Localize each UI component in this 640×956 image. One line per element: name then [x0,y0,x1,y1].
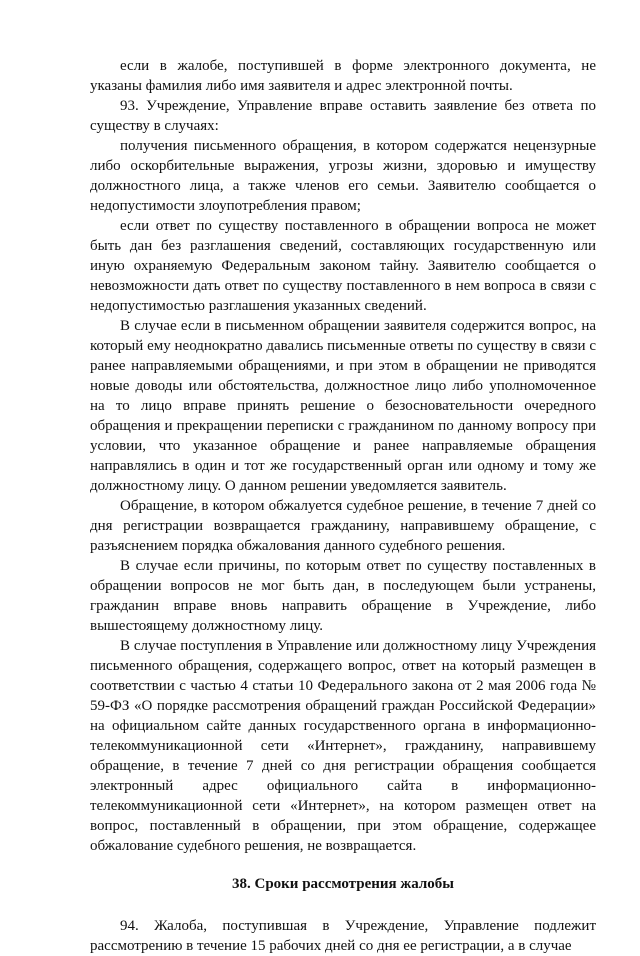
paragraph-obscene-content: получения письменного обращения, в котором содержатся нецензурные либо оскорбительные выражения, угрозы жизни, здоровью и имуществу должностного лица, а также членов его семьи. Заявителю сообщается о недопустимости злоупотребления правом; [90,138,596,214]
paragraph-reasons-eliminated: В случае если причины, по которым ответ по существу поставленных в обращении вопросов не мог быть дан, в последующем были устранены, гражданин вправе вновь направить обращение в Учреждение, либо вышестоящему должностному лицу. [90,558,596,634]
paragraph-no-name-or-email: если в жалобе, поступившей в форме электронного документа, не указаны фамилия либо имя заявителя и адрес электронной почты. [90,58,596,94]
paragraph-court-decision: Обращение, в котором обжалуется судебное решение, в течение 7 дней со дня регистрации возвращается гражданину, направившему обращение, с разъяснением порядка обжалования данного судебного решения. [90,498,596,554]
section-heading: 38. Сроки рассмотрения жалобы [231,876,455,892]
paragraph-answer-published: В случае поступления в Управление или должностному лицу Учреждения письменного обращения, содержащего вопрос, ответ на который размещен в соответствии с частью 4 статьи 10 Федерального закона от 2 мая 2006 года № 59-ФЗ «О порядке рассмотрения обращений граждан Российской Федерации» на официальном сайте данных государственного органа в информационно-телекоммуникационной сети «Интернет», гражданину, направившему обращение, в течение 7 дней со дня регистрации обращения сообщается электронный адрес официального сайта в информационно-телекоммуникационной сети «Интернет», на котором размещен ответ на вопрос, поставленный в обращении, при этом обращение, содержащее обжалование судебного решения, не возвращается. [90,638,596,854]
paragraph-item-93: 93. Учреждение, Управление вправе оставить заявление без ответа по существу в случаях: [90,98,596,134]
paragraph-repeated-question: В случае если в письменном обращении заявителя содержится вопрос, на который ему неоднократно давались письменные ответы по существу в связи с ранее направляемыми обращениями, и при этом в обращении не приводятся новые доводы или обстоятельства, должностное лицо либо уполномоченное на то лицо вправе принять решение о безосновательности очередного обращения и прекращении переписки с гражданином по данному вопросу при условии, что указанное обращение и ранее направляемые обращения направлялись в один и тот же государственный орган или одному и тому же должностному лицу. О данном решении уведомляется заявитель. [90,318,596,494]
document-page [90,56,596,956]
paragraph-item-94: 94. Жалоба, поступившая в Учреждение, Управление подлежит рассмотрению в течение 15 рабочих дней со дня ее регистрации, а в случае [90,918,596,954]
paragraph-state-secret: если ответ по существу поставленного в обращении вопроса не может быть дан без разглашения сведений, составляющих государственную или иную охраняемую Федеральным законом тайну. Заявителю сообщается о невозможности дать ответ по существу поставленного в нем вопроса в связи с недопустимостью разглашения указанных сведений. [90,218,596,314]
